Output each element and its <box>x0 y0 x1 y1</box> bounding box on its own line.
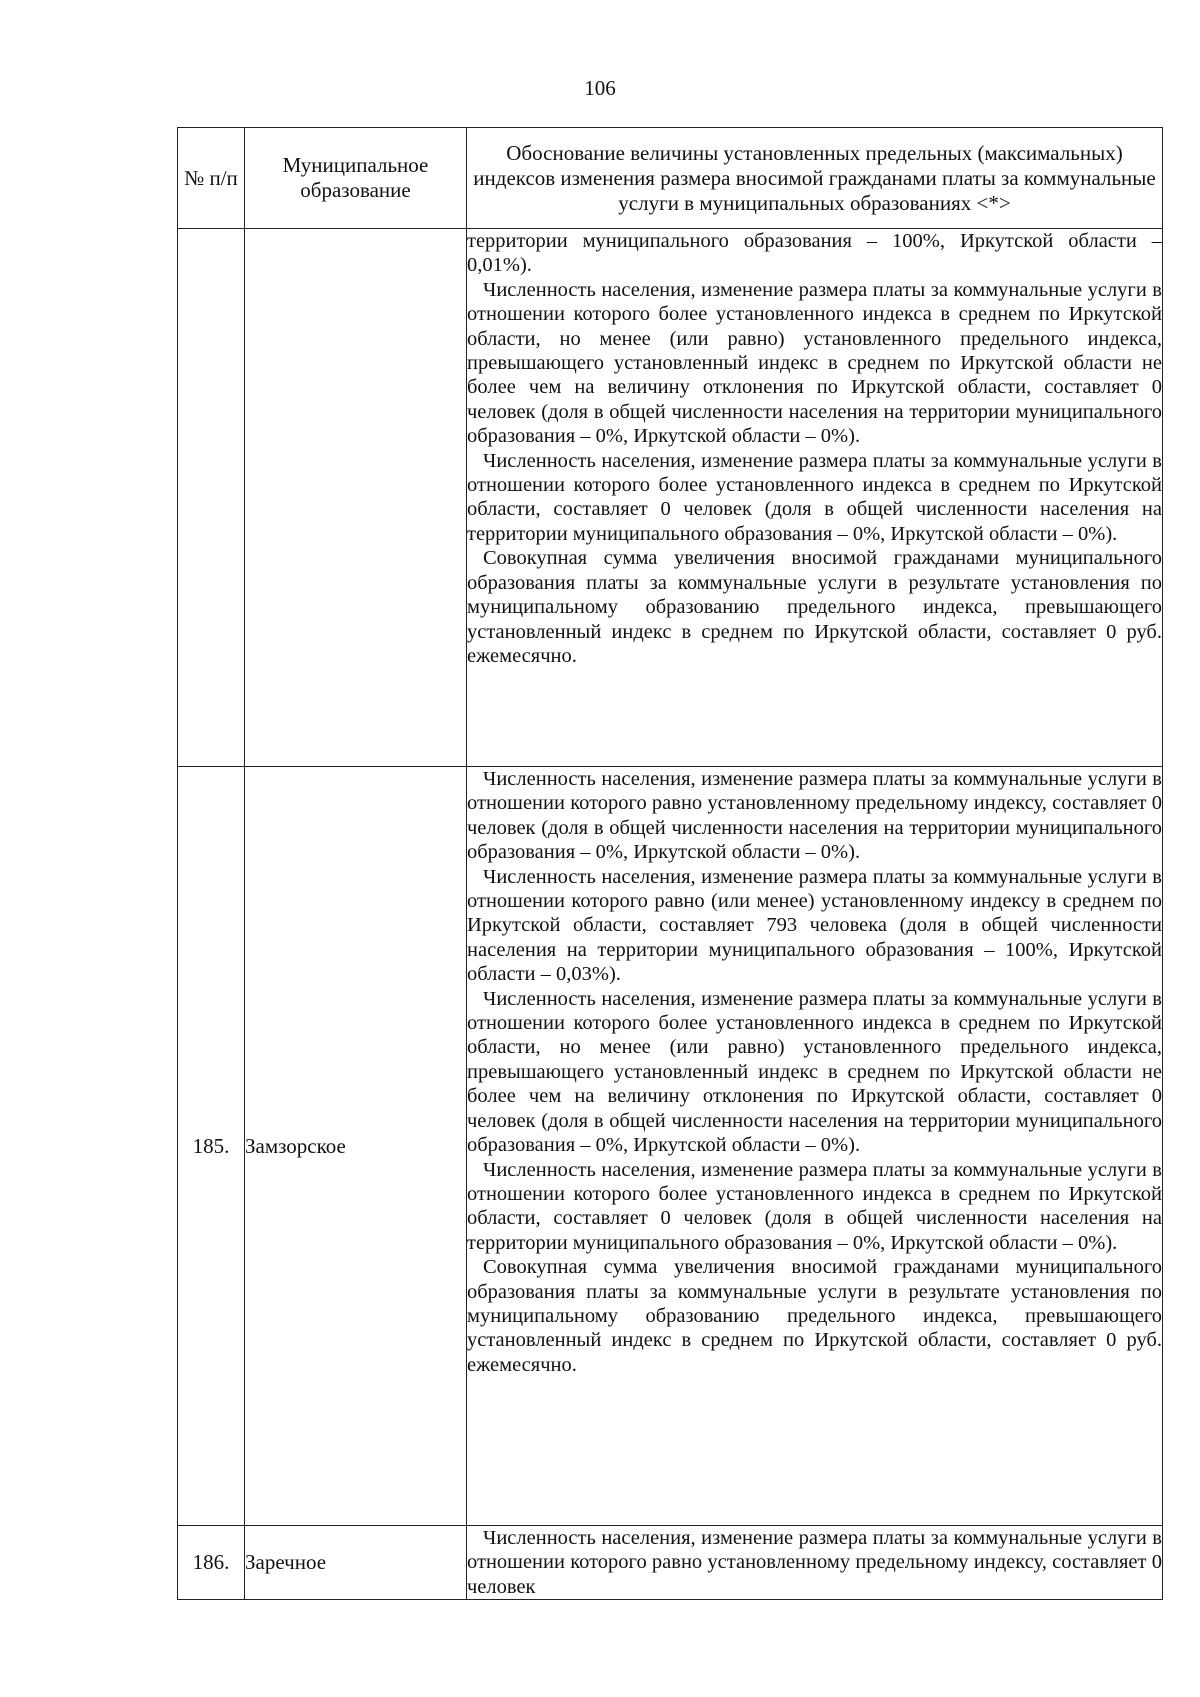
table-row <box>178 1526 1163 1600</box>
table-row <box>178 767 1163 1526</box>
header-justification: Обоснование величины установленных предельных (максимальных) индексов изменения размера вносимой гражданами платы за коммунальные услуги в муниципальных образованиях <*> <box>467 128 1163 229</box>
row-justification <box>467 1526 1163 1600</box>
page-number: 106 <box>584 76 616 100</box>
justification-paragraph: Численность населения, изменение размера платы за коммунальные услуги в отношении которого равно (или менее) установленному индексу в среднем по Иркутской области, составляет 793 человека (доля в общей численности населения на территории муниципального образования – 100%, Иркутской области – 0,03%). <box>467 865 1162 986</box>
indices-table <box>177 127 1163 1600</box>
justification-paragraph: Численность населения, изменение размера платы за коммунальные услуги в отношении которого более установленного индекса в среднем по Иркутской области, но менее (или равно) установленного предельного индекса, превышающего установленный индекс в среднем по Иркутской области не более чем на величину отклонения по Иркутской области, составляет 0 человек (доля в общей численности населения на территории муниципального образования – 0%, Иркутской области – 0%). <box>467 278 1162 448</box>
row-municipality: Заречное <box>245 1526 467 1600</box>
justification-paragraph: территории муниципального образования – 100%, Иркутской области – 0,01%). <box>467 230 1162 277</box>
row-number: 185. <box>178 767 245 1526</box>
header-municipality: Муниципальное образование <box>245 128 467 229</box>
justification-paragraph: Численность населения, изменение размера платы за коммунальные услуги в отношении которого более установленного индекса в среднем по Иркутской области, но менее (или равно) установленного предельного индекса, превышающего установленный индекс в среднем по Иркутской области не более чем на величину отклонения по Иркутской области, составляет 0 человек (доля в общей численности населения на территории муниципального образования – 0%, Иркутской области – 0%). <box>467 987 1162 1157</box>
justification-paragraph: Численность населения, изменение размера платы за коммунальные услуги в отношении которого более установленного индекса в среднем по Иркутской области, составляет 0 человек (доля в общей численности населения на территории муниципального образования – 0%, Иркутской области – 0%). <box>467 1158 1162 1254</box>
justification-paragraph: Численность населения, изменение размера платы за коммунальные услуги в отношении которого равно установленному предельному индексу, составляет 0 человек <box>467 1527 1162 1598</box>
row-number: 186. <box>178 1526 245 1600</box>
justification-paragraph: Совокупная сумма увеличения вносимой гражданами муниципального образования платы за коммунальные услуги в результате установления по муниципальному образованию предельного индекса, превышающего установленный индекс в среднем по Иркутской области, составляет 0 руб. ежемесячно. <box>467 547 1162 667</box>
justification-paragraph: Численность населения, изменение размера платы за коммунальные услуги в отношении которого более установленного индекса в среднем по Иркутской области, составляет 0 человек (доля в общей численности населения на территории муниципального образования – 0%, Иркутской области – 0%). <box>467 449 1162 545</box>
row-number <box>178 229 245 767</box>
justification-paragraph: Совокупная сумма увеличения вносимой гражданами муниципального образования платы за коммунальные услуги в результате установления по муниципальному образованию предельного индекса, превышающего установленный индекс в среднем по Иркутской области, составляет 0 руб. ежемесячно. <box>467 1256 1162 1376</box>
justification-paragraph: Численность населения, изменение размера платы за коммунальные услуги в отношении которого равно установленному предельному индексу, составляет 0 человек (доля в общей численности населения на территории муниципального образования – 0%, Иркутской области – 0%). <box>467 768 1162 864</box>
row-justification <box>467 229 1163 767</box>
table-row <box>178 229 1163 767</box>
row-justification <box>467 767 1163 1526</box>
row-municipality <box>245 229 467 767</box>
row-municipality: Замзорское <box>245 767 467 1526</box>
table-header-row <box>178 128 1163 229</box>
header-number: № п/п <box>178 128 245 229</box>
